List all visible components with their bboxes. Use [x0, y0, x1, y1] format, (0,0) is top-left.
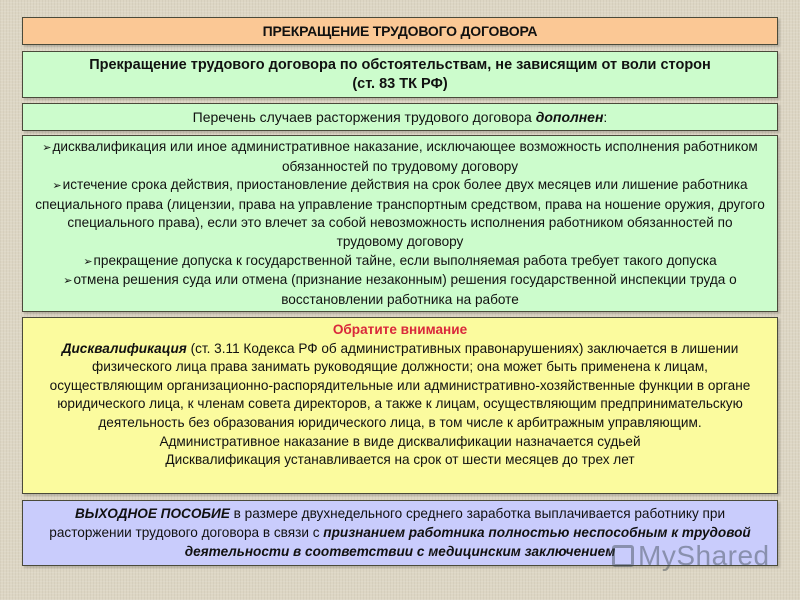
- list-header-suffix: :: [603, 109, 608, 125]
- note-definition-text: (ст. 3.11 Кодекса РФ об административных правонарушениях) заключается в лишении физического лица права занимать руководящие должности; она может быть применена к лицам, осуществляющим организационно-распорядительные или административно-хозяйственные функции в органе юридического лица, к членам совета директоров, а также к лицам, осуществляющим предпринимательскую деятельность без образования юридического лица, в том числе к арбитражным управляющим.: [49, 340, 751, 430]
- list-item: [33, 252, 767, 272]
- subtitle-line-2: (ст. 83 ТК РФ): [352, 76, 448, 92]
- arrow-bullet-icon: ➢: [63, 275, 73, 288]
- note-term: Дисквалификация: [61, 340, 187, 356]
- severance-emphasis: признанием работника полностью неспособным к трудовой деятельности в соответствии с медицинским заключением: [184, 525, 751, 559]
- list-item-text: дисквалификация или иное административное наказание, исключающее возможность исполнения работником обязанностей по трудовому договору: [52, 139, 758, 174]
- list-item: [33, 138, 767, 176]
- list-item: [33, 271, 767, 309]
- list-item-text: отмена решения суда или отмена (признание незаконным) решения государственной инспекции труда о восстановлении работника на работе: [73, 272, 737, 307]
- cases-list: [22, 135, 778, 312]
- title-box: [22, 17, 778, 45]
- arrow-bullet-icon: ➢: [83, 255, 93, 268]
- severance-text: в размере двухнедельного среднего заработка выплачивается работнику при расторжении трудового договора в связи с: [49, 506, 726, 540]
- arrow-bullet-icon: ➢: [52, 180, 62, 193]
- list-header-emphasis: дополнен: [535, 109, 604, 125]
- list-item: [33, 176, 767, 251]
- note-box: [22, 317, 778, 494]
- arrow-bullet-icon: ➢: [42, 142, 52, 154]
- note-title: Обратите внимание: [332, 322, 468, 337]
- list-item-text: прекращение допуска к государственной тайне, если выполняемая работа требует такого допуска: [93, 252, 717, 268]
- watermark-text: MyShared: [638, 540, 770, 571]
- note-line-2: Административное наказание в виде дисквалификации назначается судьей: [159, 433, 641, 449]
- note-line-3: Дисквалификация устанавливается на срок от шести месяцев до трех лет: [165, 452, 635, 468]
- list-header-text: Перечень случаев расторжения трудового договора: [192, 109, 536, 125]
- list-item-text: истечение срока действия, приостановление действия на срок более двух месяцев или лишение работника специального права (лицензии, права на управление транспортным средством, права на ношение оружия, другого специального права), если это влечет за собой невозможность исполнения работником обязанностей по трудовому договору: [35, 177, 765, 249]
- list-header-box: [22, 103, 778, 131]
- subtitle-line-1: Прекращение трудового договора по обстоятельствам, не зависящим от воли сторон: [89, 57, 711, 73]
- page-title: ПРЕКРАЩЕНИЕ ТРУДОВОГО ДОГОВОРА: [262, 23, 538, 39]
- severance-term: ВЫХОДНОЕ ПОСОБИЕ: [74, 506, 230, 521]
- severance-box: [22, 500, 778, 566]
- note-definition: [39, 340, 761, 433]
- subtitle-box: [22, 51, 778, 98]
